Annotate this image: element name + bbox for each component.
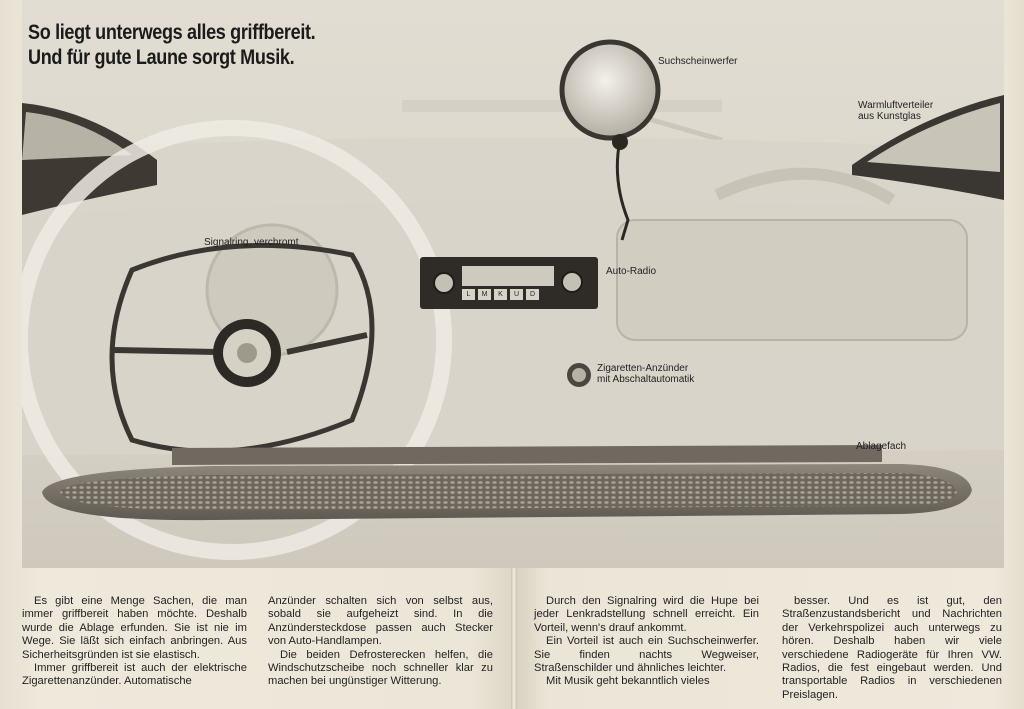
paragraph: Anzünder schalten sich von selbst aus, sobald sie aufgeheizt sind. In die Anzündersteckdose passen auch Stecker von Auto-Handlampen. <box>268 595 493 648</box>
label-warm-air-2: aus Kunstglas <box>858 111 921 122</box>
text-column-3 <box>534 595 759 689</box>
text-column-2 <box>268 595 493 689</box>
paragraph: Durch den Signalring wird die Hupe bei jeder Lenkradstellung schnell erreicht. Ein Vorteil, wenn's drauf ankommt. <box>534 595 759 634</box>
heading-line-1: So liegt unterwegs alles griffbereit. <box>28 21 316 44</box>
dashboard-photo <box>22 0 1004 568</box>
radio-button-m: M <box>478 289 491 300</box>
heading-line-2: Und für gute Laune sorgt Musik. <box>28 46 295 69</box>
label-warm-air-1: Warmluftverteiler <box>858 100 934 111</box>
label-horn-ring: Signalring, verchromt <box>204 237 299 248</box>
radio-button-k: K <box>494 289 507 300</box>
paragraph: besser. Und es ist gut, den Straßenzustandsbericht und Nachrichten der Verkehrspolizei auch unterwegs zu hören. Deshalb haben wir viele verschiedene Radiogeräte für Ihren VW. Radios, die fest eingebaut werden. Und transportable Radios in verschiedenen Preislagen. <box>782 595 1002 701</box>
paragraph: Die beiden Defrosterecken helfen, die Windschutzscheibe noch schneller klar zu machen bei ungünstiger Witterung. <box>268 648 493 688</box>
paragraph: Es gibt eine Menge Sachen, die man immer griffbereit haben möchte. Deshalb wurde die Ablage erfunden. Sie ist nie im Wege. Sie läßt sich einfach anbringen. Aus Sicherheitsgründen ist sie elastisch. <box>22 595 247 661</box>
radio-button-u: U <box>510 289 523 300</box>
label-lighter-2: mit Abschaltautomatik <box>597 374 695 385</box>
text-column-4 <box>782 595 1002 702</box>
dashboard-illustration <box>22 0 1004 568</box>
paragraph: Mit Musik geht bekanntlich vieles <box>546 675 710 688</box>
page-heading <box>28 20 315 70</box>
radio-button-l: L <box>462 289 475 300</box>
label-searchlight: Suchscheinwerfer <box>658 56 738 67</box>
paragraph: Immer griffbereit ist auch der elektrische Zigarettenanzünder. Automatische <box>22 662 247 688</box>
radio-preset-buttons <box>462 289 539 300</box>
label-lighter-1: Zigaretten-Anzünder <box>597 363 689 374</box>
paragraph: Ein Vorteil ist auch ein Suchscheinwerfer. Sie finden nachts Wegweiser, Straßenschilder und ähnliches leichter. <box>534 635 759 675</box>
radio-button-d: D <box>526 289 539 300</box>
text-column-1 <box>22 595 247 689</box>
label-radio: Auto-Radio <box>606 266 657 277</box>
label-shelf: Ablagefach <box>856 441 907 452</box>
